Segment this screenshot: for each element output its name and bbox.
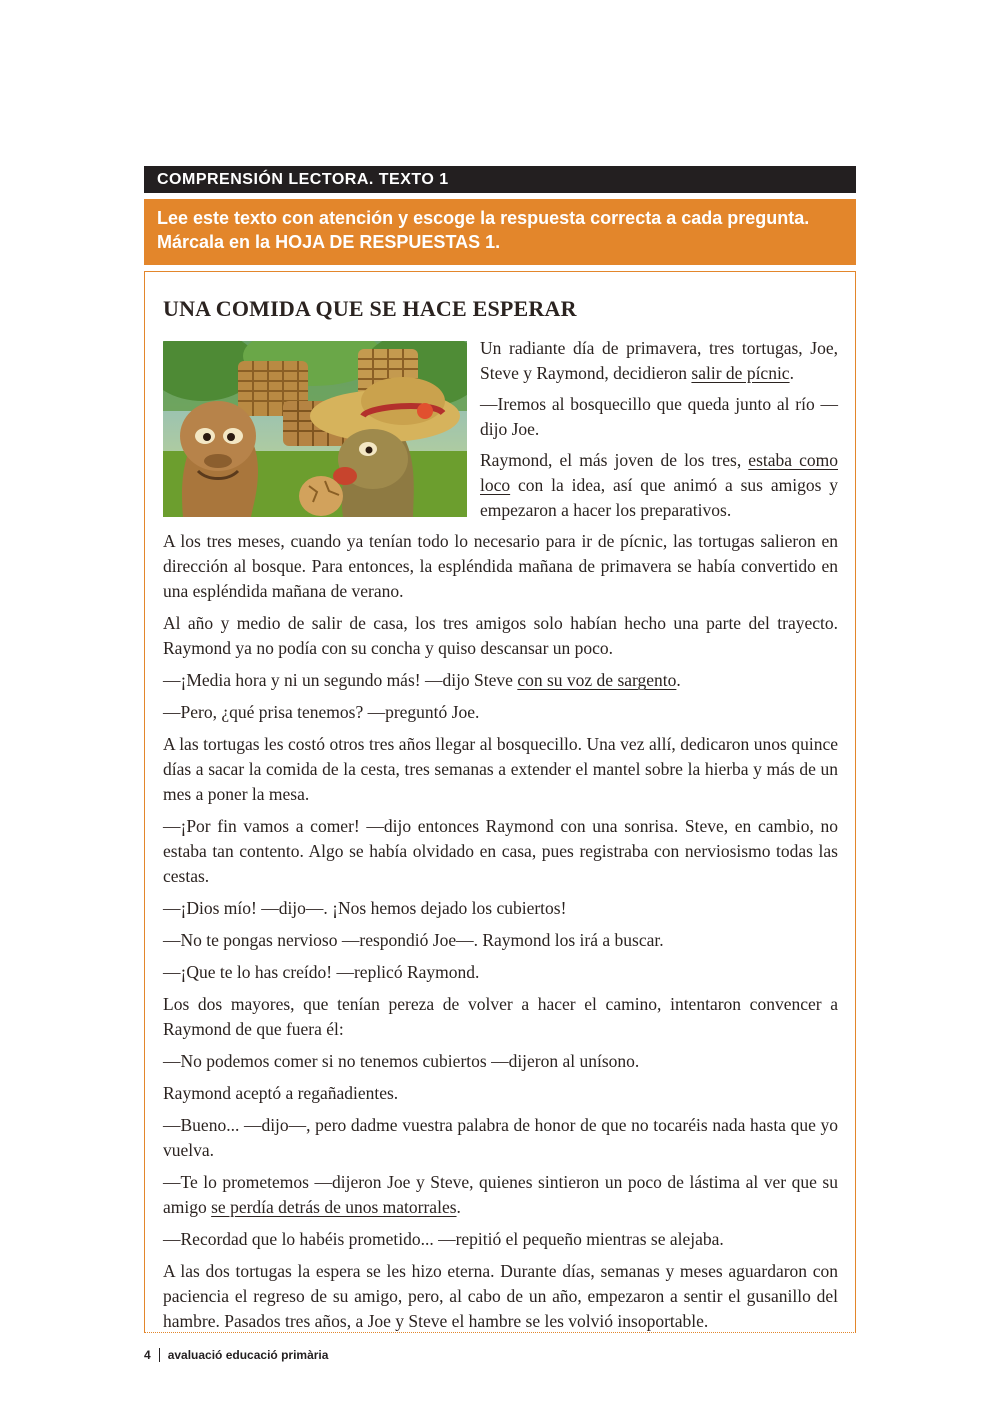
- paragraph: Raymond, el más joven de los tres, estaba como loco con la idea, así que animó a sus amigos y empezaron a hacer los preparativos.: [480, 450, 838, 520]
- paragraph: —Pero, ¿qué prisa tenemos? —preguntó Joe.: [163, 702, 480, 722]
- paragraph: —No podemos comer si no tenemos cubiertos —dijeron al unísono.: [163, 1051, 640, 1071]
- paragraph: —Iremos al bosquecillo que queda junto al río —dijo Joe.: [480, 394, 838, 439]
- paragraph: —¡Dios mío! —dijo—. ¡Nos hemos dejado los cubiertos!: [163, 898, 567, 918]
- paragraph: A las dos tortugas la espera se les hizo eterna. Durante días, semanas y meses aguardaron con paciencia el regreso de su amigo, pero, al cabo de un año, empezaron a sentir el gusanillo del hambre. Pasados tres años, a Joe y Steve el hambre se les volvió insoportable.: [163, 1261, 838, 1331]
- paragraph: —¡Media hora y ni un segundo más! —dijo Steve con su voz de sargento.: [163, 670, 681, 690]
- section-title-bar: [144, 166, 856, 193]
- section-title: COMPRENSIÓN LECTORA. TEXTO 1: [157, 171, 449, 188]
- paragraph: Los dos mayores, que tenían pereza de volver a hacer el camino, intentaron convencer a Raymond de que fuera él:: [163, 994, 838, 1039]
- underlined-phrase: estaba como loco: [480, 450, 838, 495]
- paragraph: A los tres meses, cuando ya tenían todo lo necesario para ir de pícnic, las tortugas salieron en dirección al bosque. Para entonces, la espléndida mañana de primavera se había convertido en una espléndida mañana de verano.: [163, 531, 838, 601]
- paragraph: —No te pongas nervioso —respondió Joe—. Raymond los irá a buscar.: [163, 930, 664, 950]
- paragraph: —Recordad que lo habéis prometido... —repitió el pequeño mientras se alejaba.: [163, 1229, 724, 1249]
- paragraph: Al año y medio de salir de casa, los tres amigos solo habían hecho una parte del trayecto. Raymond ya no podía con su concha y quiso descansar un poco.: [163, 613, 838, 658]
- footer-divider: [159, 1348, 160, 1362]
- story-intro-column: [480, 336, 838, 529]
- paragraph: —Te lo prometemos —dijeron Joe y Steve, quienes sintieron un poco de lástima al ver que su amigo se perdía detrás de unos matorrales.: [163, 1172, 838, 1217]
- turtles-picnic-illustration: [163, 341, 467, 517]
- paragraph: Un radiante día de primavera, tres tortugas, Joe, Steve y Raymond, decidieron salir de pícnic.: [480, 338, 838, 383]
- page-number: 4: [144, 1348, 151, 1362]
- paragraph: —¡Que te lo has creído! —replicó Raymond.: [163, 962, 480, 982]
- paragraph: Raymond aceptó a regañadientes.: [163, 1083, 399, 1103]
- story-title: UNA COMIDA QUE SE HACE ESPERAR: [163, 296, 577, 321]
- instructions-box: [144, 199, 856, 265]
- story-body: [163, 529, 838, 1341]
- paragraph: —Bueno... —dijo—, pero dadme vuestra palabra de honor de que no tocaréis nada hasta que yo vuelva.: [163, 1115, 838, 1160]
- publication-name: avaluació educació primària: [167, 1348, 329, 1362]
- underlined-phrase: salir de pícnic: [691, 363, 790, 383]
- paragraph: —¡Por fin vamos a comer! —dijo entonces Raymond con una sonrisa. Steve, en cambio, no estaba tan contento. Algo se había olvidado en casa, pues registraba con nerviosismo todas las cestas.: [163, 816, 838, 886]
- underlined-phrase: con su voz de sargento: [517, 670, 677, 690]
- underlined-phrase: se perdía detrás de unos matorrales: [211, 1197, 457, 1217]
- page-footer: [144, 1348, 328, 1362]
- paragraph: A las tortugas les costó otros tres años llegar al bosquecillo. Una vez allí, dedicaron unos quince días a sacar la comida de la cesta, tres semanas a extender el mantel sobre la hierba y más de un mes a poner la mesa.: [163, 734, 838, 804]
- instructions-text: Lee este texto con atención y escoge la respuesta correcta a cada pregunta. Márcala en la HOJA DE RESPUESTAS 1.: [157, 208, 810, 252]
